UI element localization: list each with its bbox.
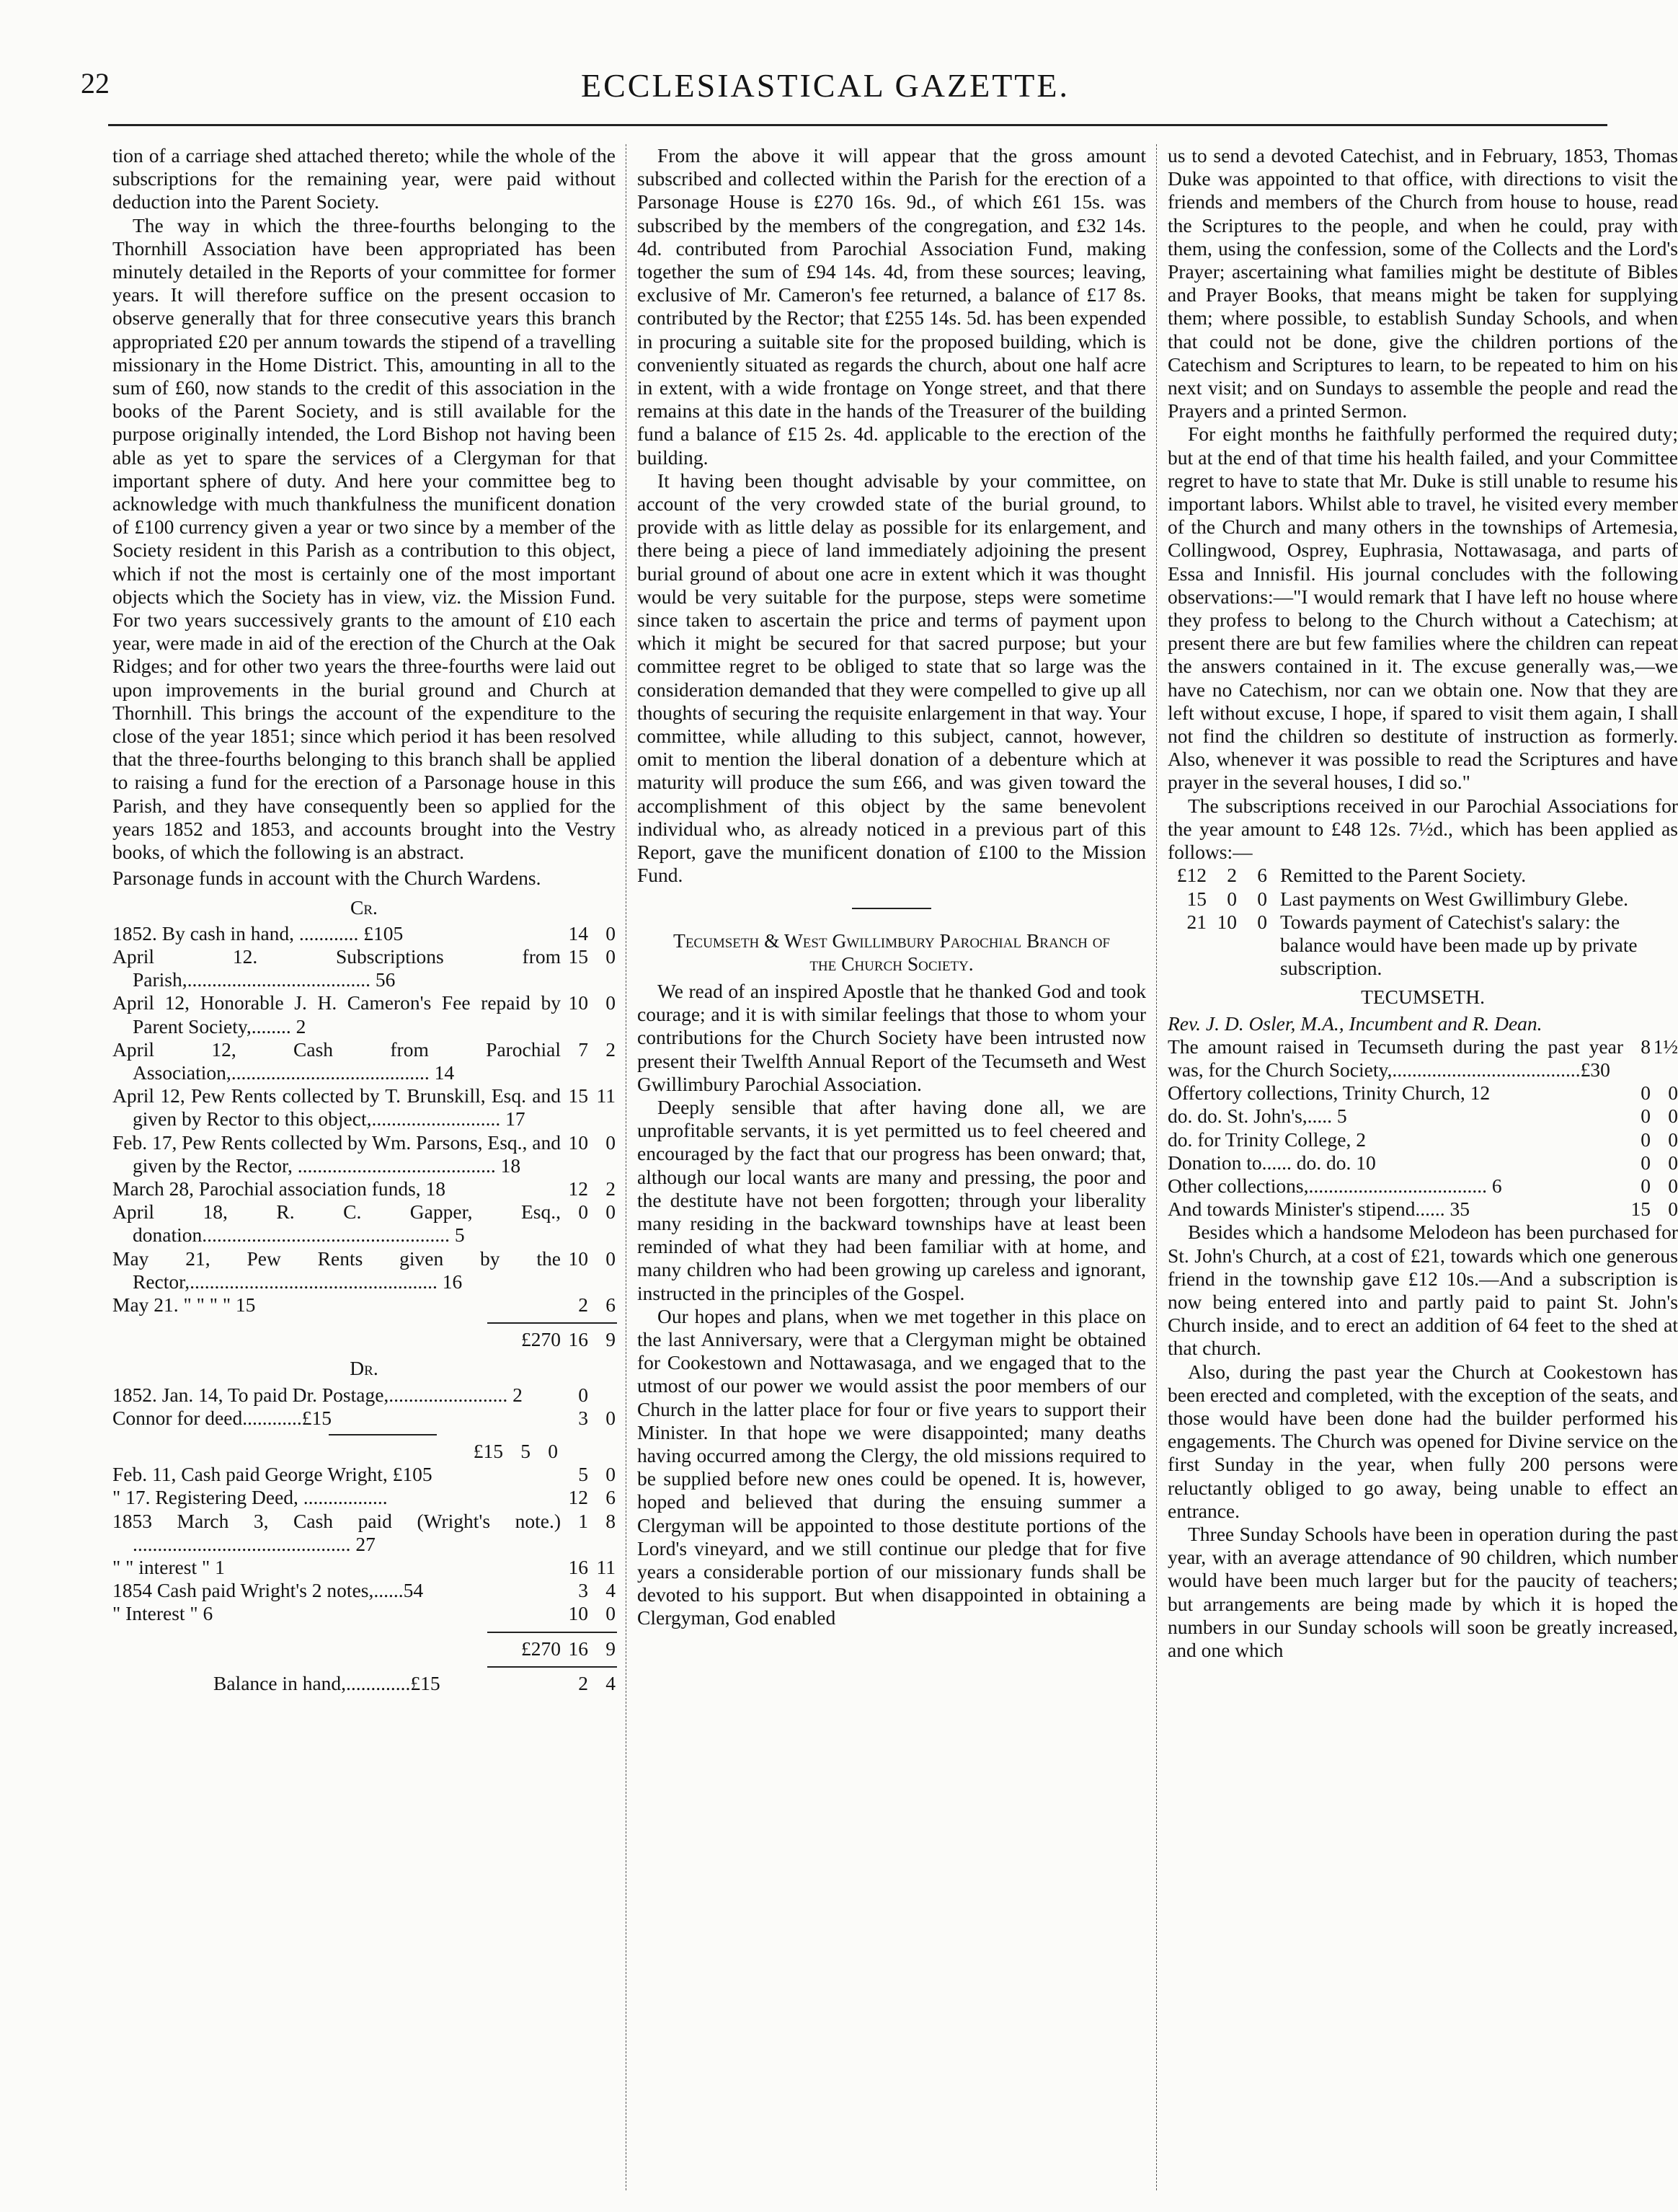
paragraph: The subscriptions received in our Parochial Associations for the year amount to £48 12s. 7½d., which has been applied as follows:— <box>1168 794 1678 864</box>
debit-entry: " 17. Registering Deed, ................. 12 6 <box>112 1486 616 1509</box>
paragraph: tion of a carriage shed attached thereto; while the whole of the subscriptions for the remaining year, were paid without deduction into the Parent Society. <box>112 144 616 213</box>
collection-entry: Other collections,.................................... 6 0 0 <box>1168 1174 1678 1197</box>
column-1 <box>112 144 616 1695</box>
credit-entries <box>112 922 616 1317</box>
credit-entry: 1852. By cash in hand, ............ £105 14 0 <box>112 921 616 944</box>
credit-entry: Feb. 17, Pew Rents collected by Wm. Parsons, Esq., and given by the Rector, ........................................ 18 10 0 <box>112 1131 616 1177</box>
debit-heading: Dr. <box>350 1357 378 1380</box>
tecumseth-total-line: The amount raised in Tecumseth during the past year was, for the Church Society,......................................£30 8 1½ <box>1168 1035 1678 1081</box>
credit-entry: April 12. Subscriptions from Parish,..................................... 56 15 0 <box>112 944 616 991</box>
paragraph: us to send a devoted Catechist, and in February, 1853, Thomas Duke was appointed to that office, with directions to visit the friends and members of the Church from house to house, read the Scriptures to the people, and when he could, pray with them, using the confession, some of the Collects and the Lord's Prayer; ascertaining what families might be destitute of Bibles and Prayer Books, that means might be taken for supplying them; where possible, to establish Sunday Schools, and when that could not be done, give the children portions of the Catechism and Scriptures to learn, to be repeated to him on his next visit; and on Sundays to assemble the people and read the Prayers and a printed Sermon. <box>1168 144 1678 423</box>
collection-entry: do. for Trinity College, 2 0 0 <box>1168 1128 1678 1151</box>
debit-total: £270 16 9 <box>521 1637 616 1660</box>
debit-entry: " " interest " 1 16 11 <box>112 1555 616 1578</box>
applied-funds-list <box>1168 864 1678 980</box>
column-2 <box>637 144 1146 1630</box>
sum-rule <box>487 1632 617 1633</box>
credit-entry: April 12, Cash from Parochial Association,........................................ 14 7 2 <box>112 1038 616 1084</box>
debit-entry: 1853 March 3, Cash paid (Wright's note.) ............................................ 27 1 8 <box>112 1509 616 1555</box>
paragraph: For eight months he faithfully performed the required duty; but at the end of that time his health failed, and your Committee regret to have to state that Mr. Duke is still unable to resume his important labors. Whilst able to travel, he visited every member of the Church and many others in the townships of Artemesia, Collingwood, Osprey, Euphrasia, Nottawasaga, and parts of Essa and Innisfil. His journal concludes with the following observations:—"I would remark that I have left no house where they profess to belong to the Church without a Catechism; at present there are but few families where the children can repeat the answers contained in it. The excuse generally was,—we have no Catechism, nor can we obtain one. Now that they are left without excuse, I hope, if spared to visit them again, I shall not find the children so destitute of instruction as formerly. Also, whenever it was possible to read the Scriptures and have prayer in the several houses, I did so." <box>1168 423 1678 794</box>
debit-entry: " Interest " 6 10 0 <box>112 1602 616 1625</box>
credit-entry: April 12, Pew Rents collected by T. Brunskill, Esq. and given by Rector to this object,.......................... 17 15 11 <box>112 1084 616 1131</box>
credit-total: £270 16 9 <box>521 1328 616 1351</box>
credit-heading: Cr. <box>350 895 378 919</box>
page-number: 22 <box>81 67 110 99</box>
paragraph: Our hopes and plans, when we met together in this place on the last Anniversary, were that a Clergyman might be obtained for Cookestown and Nottawasaga, and we engaged that to the utmost of our power we would assist the poor members of our Church in the latter place for four or five years to support their Minister. In that hope we were disappointed; many deaths having occurred among the Clergy, the old missions required to be supplied before new ones could be opened. It is, however, hoped and believed that during the ensuing summer a Clergyman will be appointed to those destitute portions of the Lord's vineyard, and we still continue our pledge that for five years a considerable portion of our missionary funds shall be devoted to his support. But when disappointed in obtaining a Clergyman, God enabled <box>637 1304 1146 1629</box>
sum-rule <box>487 1666 617 1668</box>
balance-line: Balance in hand,.............£15 2 4 <box>213 1671 616 1694</box>
debit-entry: 1854 Cash paid Wright's 2 notes,......54 3 4 <box>112 1579 616 1602</box>
paragraph: The way in which the three-fourths belonging to the Thornhill Association have been appropriated has been minutely detailed in the Reports of your committee for former years. It will therefore suffice on the present occasion to observe generally that for three consecutive years this branch appropriated £20 per annum towards the stipend of a travelling missionary in the Home District. This, amounting in all to the sum of £60, now stands to the credit of this association in the books of the Parent Society, and is still available for the purpose originally intended, the Lord Bishop not having been able as yet to spare the services of a Clergyman for that important sphere of duty. And here your committee beg to acknowledge with much thankfulness the munificent donation of £100 currency given a year or two since by a member of the Society resident in this Parish as a contribution to this object, which if not the most is certainly one of the most important objects which the Society has in view, viz. the Mission Fund. For two years successively grants to the amount of £10 each year, were made in aid of the erection of the Church at the Oak Ridges; and for other two years the three-fourths were laid out upon improvements in the burial ground and Church at Thornhill. This brings the account of the expenditure to the close of the year 1851; since which period it has been resolved that the three-fourths belonging to this branch shall be applied to raising a fund for the erection of a Parsonage house in this Parish, and they have consequently been so applied for the years 1852 and 1853, and accounts brought into the Vestry books, of which the following is an abstract. <box>112 213 616 864</box>
credit-entry: April 18, R. C. Gapper, Esq., donation.................................................. 5 0 0 <box>112 1200 616 1247</box>
debit-entry: Connor for deed............£15 3 0 <box>112 1406 616 1429</box>
column-rule <box>1156 144 1157 2190</box>
debit-entries <box>112 1384 616 1430</box>
credit-entry: April 12, Honorable J. H. Cameron's Fee repaid by Parent Society,........ 2 10 0 <box>112 991 616 1038</box>
sum-rule <box>329 1434 437 1435</box>
credit-entry: May 21. " " " " 15 2 6 <box>112 1293 616 1316</box>
debit-entries <box>112 1463 616 1625</box>
column-3 <box>1168 144 1678 1662</box>
paragraph: Deeply sensible that after having done all, we are unprofitable servants, it is yet permitted us to feel cheered and encouraged by the fact that our progress has been onward; that, although our local wants are many and pressing, the poor and the destitute have not been forgotten; through your liberality many residing in the backward townships have at least been reminded of what they had been familiar with at home, and many children who had been growing up careless and ignorant, instructed in the principles of the Gospel. <box>637 1095 1146 1304</box>
account-title: Parsonage funds in account with the Church Wardens. <box>112 867 541 890</box>
paragraph: Besides which a handsome Melodeon has been purchased for St. John's Church, at a cost of £21, towards which one generous friend in the township gave £12 10s.—And a subscription is now being entered into and partly paid to paint St. John's Church inside, and to erect an addition of 64 feet to the shed at that church. <box>1168 1221 1678 1360</box>
paragraph: From the above it will appear that the gross amount subscribed and collected within the Parish for the erection of a Parsonage House is £270 16s. 9d., of which £61 15s. was subscribed by the members of the congregation, and £32 14s. 4d. contributed from Parochial Association Fund, making together the sum of £94 14s. 4d, from these sources; leaving, exclusive of Mr. Cameron's fee returned, a balance of £17 8s. contributed by the Rector; that £255 14s. 5d. has been expended in procuring a suitable site for the proposed building, which is conveniently situated as regards the church, about one half acre in extent, with a wide frontage on Yonge street, and that there remains at this date in the hands of the Treasurer of the building fund a balance of £15 2s. 4d. applicable to the erection of the building. <box>637 144 1146 469</box>
section-rule <box>852 908 931 909</box>
collection-entry: Donation to...... do. do. 10 0 0 <box>1168 1151 1678 1174</box>
incumbent-line: Rev. J. D. Osler, M.A., Incumbent and R. Dean. <box>1168 1012 1542 1035</box>
section-heading: Tecumseth & West Gwillimbury Parochial Branch of the Church Society. <box>673 929 1110 975</box>
collection-entry: Offertory collections, Trinity Church, 12 0 0 <box>1168 1081 1678 1105</box>
credit-entry: March 28, Parochial association funds, 18 12 2 <box>112 1177 616 1200</box>
applied-entry: 21 10 0 Towards payment of Catechist's salary: the balance would have been made up by private subscription. <box>1186 910 1638 980</box>
subsection-heading: TECUMSETH. <box>1361 986 1485 1009</box>
debit-subtotal: £15 5 0 <box>473 1439 558 1462</box>
header-rule <box>108 124 1607 126</box>
applied-entry: 15 0 0 Last payments on West Gwillimbury Glebe. <box>1186 887 1629 910</box>
sum-rule <box>487 1322 617 1324</box>
credit-entry: May 21, Pew Rents given by the Rector,.................................................. 16 10 0 <box>112 1247 616 1293</box>
paragraph: Three Sunday Schools have been in operation during the past year, with an average attendance of 90 children, which number would have been much larger but for the paucity of teachers; but arrangements are being made by which it is hoped the numbers in our Sunday schools will soon be greatly increased, and one which <box>1168 1522 1678 1661</box>
debit-entry: Feb. 11, Cash paid George Wright, £105 5 0 <box>112 1463 616 1486</box>
paragraph: Also, during the past year the Church at Cookestown has been erected and completed, with the exception of the seats, and those would have been done had the builder performed his engagements. The Church was opened for Divine service on the first Sunday in the year, when fully 200 persons were reluctantly obliged to go away, being unable to effect an entrance. <box>1168 1360 1678 1522</box>
paragraph: It having been thought advisable by your committee, on account of the very crowded state of the burial ground, to provide with as little delay as possible for its enlargement, and there being a piece of land immediately adjoining the present burial ground of about one acre in extent which it was thought would be very suitable for the purpose, steps were sometime since taken to ascertain the price and terms of payment upon which it might be secured for that sacred purpose; but your committee regret to be obliged to state that so large was the consideration demanded that they were compelled to give up all thoughts of securing the requisite enlargement in that way. Your committee, while alluding to this subject, cannot, however, omit to mention the liberal donation of a debenture which at maturity will produce the sum £66, and was given toward the accomplishment of this object by the same benevolent individual who, as already noticed in a previous part of this Report, gave the munificent donation of £100 to the Mission Fund. <box>637 469 1146 887</box>
tecumseth-collections <box>1168 1081 1678 1221</box>
collection-entry: And towards Minister's stipend...... 35 15 0 <box>1168 1198 1678 1221</box>
collection-entry: do. do. St. John's,..... 5 0 0 <box>1168 1105 1678 1128</box>
applied-entry: £12 2 6 Remitted to the Parent Society. <box>1176 864 1527 887</box>
running-head: ECCLESIASTICAL GAZETTE. <box>580 67 1070 104</box>
debit-entry: 1852. Jan. 14, To paid Dr. Postage,........................ 2 0 <box>112 1383 588 1406</box>
paragraph: We read of an inspired Apostle that he thanked God and took courage; and it is with similar feelings that those to whom your contributions for the Church Society have been intrusted now present their Twelfth Annual Report of the Tecumseth and West Gwillimbury Parochial Association. <box>637 979 1146 1095</box>
